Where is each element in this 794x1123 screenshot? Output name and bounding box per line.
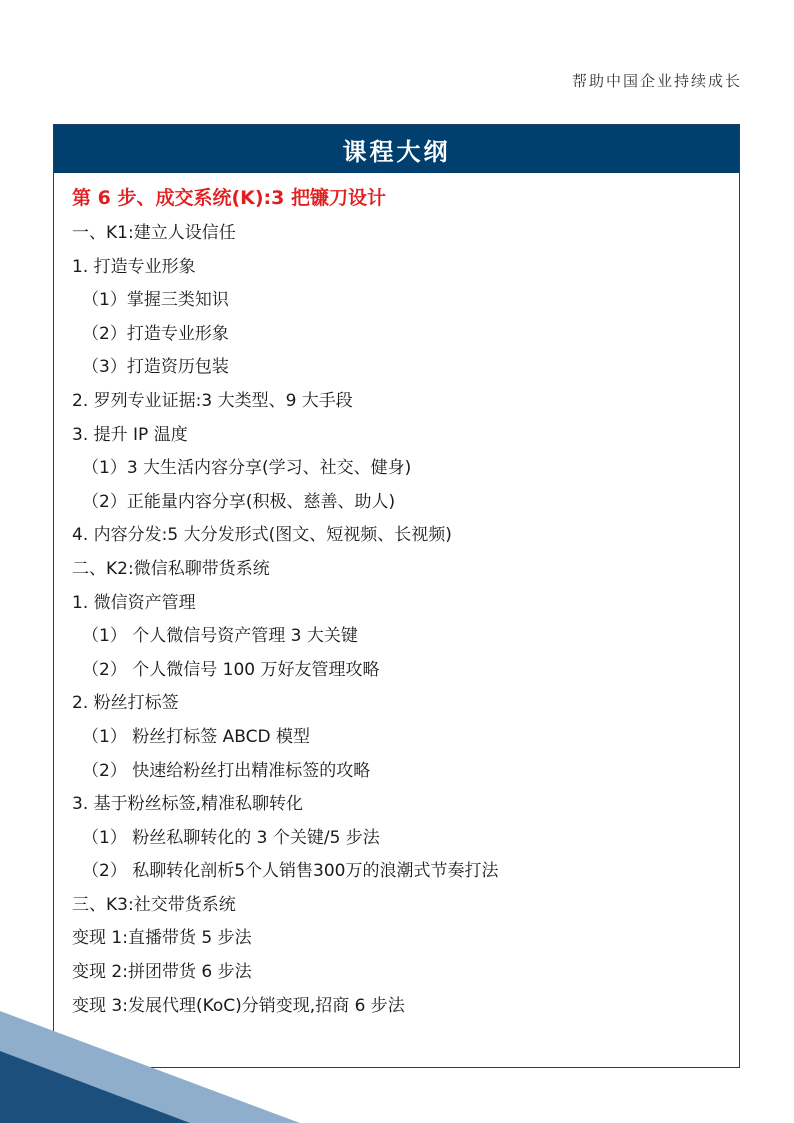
outline-subitem: （1） 个人微信号资产管理 3 大关键: [82, 626, 358, 647]
outline-body: [54, 173, 739, 1023]
step-title: 第 6 步、成交系统(K):3 把镰刀设计: [72, 187, 386, 209]
outline-list: [72, 217, 739, 1023]
outline-item: 变现 1:直播带货 5 步法: [72, 928, 252, 949]
outline-item: 一、K1:建立人设信任: [72, 223, 236, 243]
outline-subitem: （3）打造资历包装: [82, 357, 229, 378]
outline-item: 3. 提升 IP 温度: [72, 424, 188, 445]
outline-item: 2. 粉丝打标签: [72, 693, 179, 714]
outline-subitem: （2） 私聊转化剖析5个人销售300万的浪潮式节奏打法: [82, 861, 499, 882]
outline-item: 1. 打造专业形象: [72, 256, 196, 277]
outline-subitem: （2） 个人微信号 100 万好友管理攻略: [82, 659, 380, 680]
outline-header: [54, 125, 739, 173]
corner-decoration: [0, 1011, 320, 1123]
outline-item: 2. 罗列专业证据:3 大类型、9 大手段: [72, 390, 353, 411]
outline-item: 3. 基于粉丝标签,精准私聊转化: [72, 794, 304, 815]
outline-subitem: （2）正能量内容分享(积极、慈善、助人): [82, 491, 396, 512]
outline-subitem: （1）掌握三类知识: [82, 290, 229, 311]
outline-item: 变现 2:拼团带货 6 步法: [72, 962, 252, 983]
outline-subitem: （1） 粉丝私聊转化的 3 个关键/5 步法: [82, 827, 380, 848]
outline-subitem: （2） 快速给粉丝打出精准标签的攻略: [82, 760, 371, 781]
outline-item: 1. 微信资产管理: [72, 592, 196, 613]
outline-item: 变现 3:发展代理(KoC)分销变现,招商 6 步法: [72, 995, 405, 1016]
outline-item: 二、K2:微信私聊带货系统: [72, 558, 270, 579]
outline-subitem: （1） 粉丝打标签 ABCD 模型: [82, 726, 310, 747]
outline-subitem: （2）打造专业形象: [82, 323, 229, 344]
course-outline-panel: [53, 124, 740, 1068]
outline-title: 课程大纲: [342, 137, 451, 166]
outline-item: 4. 内容分发:5 大分发形式(图文、短视频、长视频): [72, 525, 452, 546]
outline-subitem: （1）3 大生活内容分享(学习、社交、健身): [82, 458, 412, 479]
outline-item: 三、K3:社交带货系统: [72, 894, 236, 915]
page-tagline: 帮助中国企业持续成长: [571, 72, 742, 90]
